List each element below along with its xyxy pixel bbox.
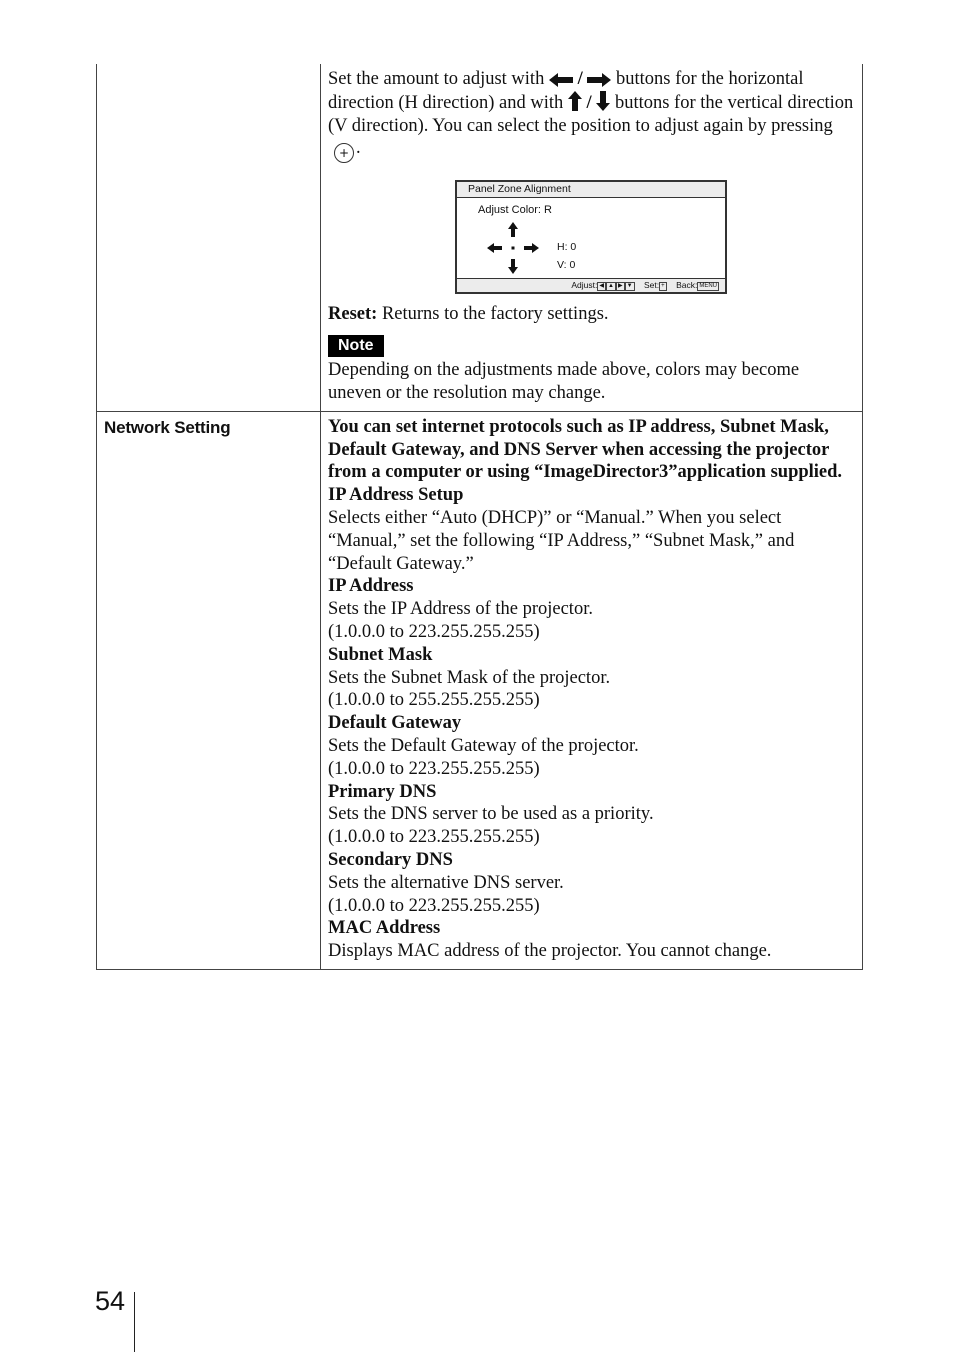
arrow-up-icon — [568, 91, 582, 111]
table-row — [96, 64, 863, 412]
network-item-text: Sets the alternative DNS server. — [328, 872, 564, 893]
menu-footer: Adjust: ◀ ▲ ▶ ▼ Set: + Back: MENU — [457, 278, 725, 292]
left-key-icon: ◀ — [599, 283, 604, 290]
network-item-heading: Primary DNS — [328, 781, 437, 802]
enter-button-icon: + — [334, 143, 354, 163]
page-rule — [134, 1292, 135, 1352]
row-label-network-setting: Network Setting — [104, 417, 231, 437]
network-item-heading: MAC Address — [328, 918, 441, 939]
network-item-heading: IP Address — [328, 576, 414, 597]
arrow-down-icon — [596, 91, 610, 111]
panel-zone-alignment-menu — [455, 180, 727, 294]
row-label-cell — [97, 412, 321, 969]
enter-key-icon: + — [661, 283, 665, 290]
note-text: Depending on the adjustments made above, colors may become uneven or the resolution may change. — [328, 360, 800, 403]
network-item-text: (1.0.0.0 to 223.255.255.255) — [328, 621, 540, 642]
network-item-text: Sets the DNS server to be used as a priority. — [328, 804, 654, 825]
menu-title: Panel Zone Alignment — [457, 182, 725, 198]
table-row — [96, 412, 863, 970]
network-item-text: (1.0.0.0 to 223.255.255.255) — [328, 895, 540, 916]
v-value: V: 0 — [557, 259, 576, 272]
row-description-cell — [321, 64, 862, 411]
reset-description: Reset: Returns to the factory settings. — [328, 304, 609, 325]
network-item-heading: Secondary DNS — [328, 849, 453, 870]
right-key-icon: ▶ — [617, 283, 623, 290]
direction-arrows-icon — [487, 222, 539, 274]
network-item-text: Sets the IP Address of the projector. — [328, 599, 593, 620]
row-description-cell — [321, 412, 862, 969]
network-item-heading: Subnet Mask — [328, 644, 433, 665]
network-item-text: (1.0.0.0 to 223.255.255.255) — [328, 758, 540, 779]
network-item-text: (1.0.0.0 to 255.255.255.255) — [328, 690, 540, 711]
arrow-right-icon — [587, 73, 611, 87]
menu-key-icon: MENU — [699, 283, 717, 290]
network-item-heading: Default Gateway — [328, 713, 462, 734]
network-item-heading: IP Address Setup — [328, 485, 464, 506]
network-item-text: Sets the Default Gateway of the projector. — [328, 735, 639, 756]
adjust-instructions: Set the amount to adjust with / buttons for the horizontal direction (H direction) and with / buttons for the vertical direction (V direction). You can select the position to adjust again by pressing+ . — [328, 68, 854, 163]
network-item-text: (1.0.0.0 to 223.255.255.255) — [328, 827, 540, 848]
network-item-text: Displays MAC address of the projector. You cannot change. — [328, 941, 772, 962]
network-item-text: Selects either “Auto (DHCP)” or “Manual.” When you select “Manual,” set the following “IP Address,” “Subnet Mask,” and “Default Gateway.” — [328, 507, 795, 574]
network-items-list — [328, 484, 854, 963]
note-badge: Note — [328, 335, 384, 357]
row-label-cell — [97, 64, 321, 411]
up-key-icon: ▲ — [607, 283, 614, 290]
network-item-text: Sets the Subnet Mask of the projector. — [328, 667, 611, 688]
h-value: H: 0 — [557, 241, 577, 254]
arrow-left-icon — [549, 73, 573, 87]
adjust-color-value: Adjust Color: R — [478, 204, 552, 217]
settings-table — [96, 64, 863, 970]
down-key-icon: ▼ — [626, 283, 633, 290]
network-intro: You can set internet protocols such as IP address, Subnet Mask, Default Gateway, and DNS Server when accessing the projector from a computer or using “ImageDirector3”application supplied. — [328, 416, 843, 483]
page-number: 54 — [95, 1286, 126, 1316]
